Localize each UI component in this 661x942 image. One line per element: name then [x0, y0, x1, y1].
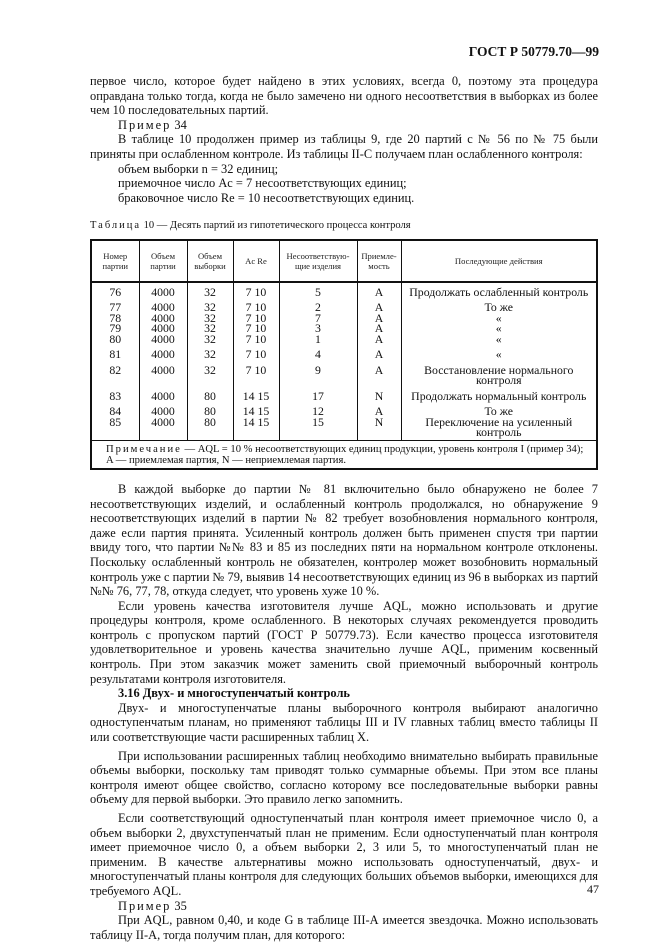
column-header: Приемле-мость	[357, 240, 401, 282]
table-cell: То же	[401, 401, 597, 417]
table-cell: 7 10	[233, 282, 279, 298]
table-cell: 4000	[139, 344, 187, 360]
table-cell: 83	[109, 388, 122, 403]
table-cell: 4	[279, 344, 357, 360]
paragraph: Если уровень качества изготовителя лучше AQL, можно использовать и другие процедуры контроля, кроме ослабленного. В некоторых случаях рекомендуется проводить контроль с пропуском партий (ГОСТ Р 50779.73). Если качество процесса изготовителя удовлетворительное и уровень качества значительно лучше AQL, применим косвенный контроль. При этом заказчик может заменить свой приемочный выборочный контроль результатами контроля изготовителя.	[90, 598, 598, 686]
table-cell: 4000	[139, 386, 187, 402]
table-cell: 79	[109, 321, 122, 336]
paragraph: При AQL, равном 0,40, и коде G в таблице III-А имеется звездочка. Можно использовать таблицу II-А, тогда получим план, для которого:	[90, 913, 598, 942]
table-cell: 32	[187, 360, 233, 386]
table-cell: 7 10	[233, 360, 279, 386]
paragraph: первое число, которое будет найдено в этих условиях, всегда 0, поэтому эта процедура оправдана только тогда, когда не было замечено ни одного несоответствия в выборках из более чем 10 последовательных партий.	[90, 74, 598, 118]
table-cell: 17	[279, 386, 357, 402]
example-number: 35	[174, 898, 187, 913]
table-cell: 7 10	[233, 323, 279, 334]
table-cell: 4000	[139, 334, 187, 345]
table-cell: 7 10	[233, 297, 279, 313]
column-header: Объем выборки	[187, 240, 233, 282]
table-cell: «	[401, 344, 597, 360]
column-header: Последующие действия	[401, 240, 597, 282]
table-cell: 4000	[139, 401, 187, 417]
column-header: Объем партии	[139, 240, 187, 282]
table-cell: Восстановление нормального контроля	[401, 360, 597, 386]
table-cell: 85	[109, 414, 122, 429]
table-row	[91, 334, 597, 345]
table-caption	[90, 219, 598, 234]
list-item: приемочное число Ac = 7 несоответствующих единиц;	[118, 176, 407, 191]
table-cell: A	[357, 297, 401, 313]
example-heading	[90, 118, 598, 133]
example-label: Пример	[118, 117, 172, 132]
table-cell: 12	[279, 401, 357, 417]
table-cell: 4000	[139, 297, 187, 313]
table-note	[91, 440, 597, 469]
table-row	[91, 386, 597, 402]
table-cell: A	[357, 323, 401, 334]
table-cell: 14 15	[233, 386, 279, 402]
table-cell: 84	[109, 404, 122, 419]
table-cell: 76	[109, 284, 122, 299]
table-cell: 4000	[139, 323, 187, 334]
table-cell: 4000	[139, 360, 187, 386]
table-cell: 78	[109, 310, 122, 325]
paragraph: В каждой выборке до партии № 81 включительно было обнаружено не более 7 несоответствующих изделий, и ослабленный контроль продолжался, но обнаружение 9 несоответствующих изделий в партии № 82 требует возобновления нормального контроля, даже если партия принята. Усиленный контроль должен быть применен спустя три партии ввиду того, что партии №№ 83 и 85 из последних пяти на нормальном контроле отклонены. Поскольку ослабленный контроль не обязателен, контролер может возобновить нормальный контроль уже с партии № 79, выявив 14 несоответствующих единиц из 96 в выборках из партий №№ 76, 77, 78, откуда следует, что уровень хуже 10 %.	[90, 481, 598, 599]
example-number: 34	[174, 117, 187, 132]
table-cell: 4000	[139, 282, 187, 298]
page-number: 47	[587, 882, 599, 896]
note-label: Примечание	[106, 443, 182, 455]
page-body	[90, 74, 598, 942]
table-cell: «	[401, 313, 597, 324]
column-header: Ac Re	[233, 240, 279, 282]
table-cell: 15	[279, 417, 357, 441]
table-cell: 80	[187, 417, 233, 441]
table-caption-label: Таблица	[90, 220, 142, 232]
table-cell: 80	[109, 331, 122, 346]
table-cell: Переключение на усиленный контроль	[401, 417, 597, 441]
table-cell: «	[401, 334, 597, 345]
table-cell: 81	[109, 347, 122, 362]
list-item: объем выборки n = 32 единиц;	[118, 161, 279, 176]
table-cell: 7 10	[233, 334, 279, 345]
table-header-row	[91, 240, 597, 282]
example-heading	[90, 899, 598, 914]
table-cell: 14 15	[233, 401, 279, 417]
table-cell: N	[357, 417, 401, 441]
table-cell: A	[357, 360, 401, 386]
table-cell: 80	[187, 386, 233, 402]
table-cell: A	[357, 313, 401, 324]
table-cell: 7	[279, 313, 357, 324]
table-cell: A	[357, 334, 401, 345]
table-cell: 32	[187, 344, 233, 360]
table-cell: 32	[187, 297, 233, 313]
section-heading: 3.16 Двух- и многоступенчатый контроль	[118, 686, 350, 701]
note-text: — AQL = 10 % несоответствующих единиц продукции, уровень контроля I (пример 34); A — приемлемая партия, N — неприемлемая партия.	[106, 443, 584, 467]
paragraph: При использовании расширенных таблиц необходимо внимательно выбирать правильные объемы выборки, поскольку там приводят только суммарные объемы. При этом все планы контроля имеют общее свойство, согласно которому все последовательные выборки равны объему для первой выборки. Это правило легко запомнить.	[90, 748, 598, 807]
table-cell: N	[357, 386, 401, 402]
table-cell: 4000	[139, 417, 187, 441]
table-cell: Продолжать нормальный контроль	[401, 386, 597, 402]
list-item: браковочное число Re = 10 несоответствующих единиц.	[118, 190, 415, 205]
table-cell: 32	[187, 334, 233, 345]
table-cell: 7 10	[233, 313, 279, 324]
table-cell: 32	[187, 282, 233, 298]
table-cell: 77	[109, 300, 122, 315]
table-cell: «	[401, 323, 597, 334]
example-label: Пример	[118, 898, 172, 913]
table-cell: 32	[187, 313, 233, 324]
paragraph: Двух- и многоступенчатые планы выборочного контроля выбирают аналогично одноступенчатым планам, но применяют таблицы III и IV главных таблиц вместо таблицы II или соответствующие части расширенных таблиц X.	[90, 700, 598, 745]
table-cell: 32	[187, 323, 233, 334]
table-cell: 7 10	[233, 344, 279, 360]
column-header: Несоответствую-щие изделия	[279, 240, 357, 282]
table-cell: 14 15	[233, 417, 279, 441]
document-header: ГОСТ Р 50779.70—99	[468, 44, 599, 59]
table-row	[91, 344, 597, 360]
table-cell: 2	[279, 297, 357, 313]
table-row	[91, 282, 597, 298]
table-cell: 4000	[139, 313, 187, 324]
table-cell: 3	[279, 323, 357, 334]
column-header: Номер партии	[91, 240, 139, 282]
paragraph: Если соответствующий одноступенчатый план контроля имеет приемочное число 0, а объем выборки 2, двухступенчатый план не применим. Если одноступенчатый план контроля имеет приемочное число 0, а объем выборки 2, 3 или 5, то многоступенчатый план не применим. В качестве альтернативы можно использовать одноступенчатый, двух- и многоступенчатый планы контроля для следующих больших объемов выборки, имеющихся для требуемого AQL.	[90, 811, 598, 898]
table-cell: 1	[279, 334, 357, 345]
table-cell: Продолжать ослабленный контроль	[401, 282, 597, 298]
paragraph: В таблице 10 продолжен пример из таблицы 9, где 20 партий с № 56 по № 75 были приняты при ослабленном контроле. Из таблицы II-С получаем план ослабленного контроля:	[90, 132, 598, 161]
table-cell: То же	[401, 297, 597, 313]
table-cell: 80	[187, 401, 233, 417]
table-row	[91, 417, 597, 441]
data-table	[90, 239, 598, 470]
table-cell: 82	[109, 362, 122, 377]
table-cell: A	[357, 344, 401, 360]
table-cell: A	[357, 282, 401, 298]
table-cell: A	[357, 401, 401, 417]
table-cell: 9	[279, 360, 357, 386]
table-caption-text: 10 — Десять партий из гипотетического процесса контроля	[143, 220, 411, 232]
table-row	[91, 360, 597, 386]
table-cell: 5	[279, 282, 357, 298]
